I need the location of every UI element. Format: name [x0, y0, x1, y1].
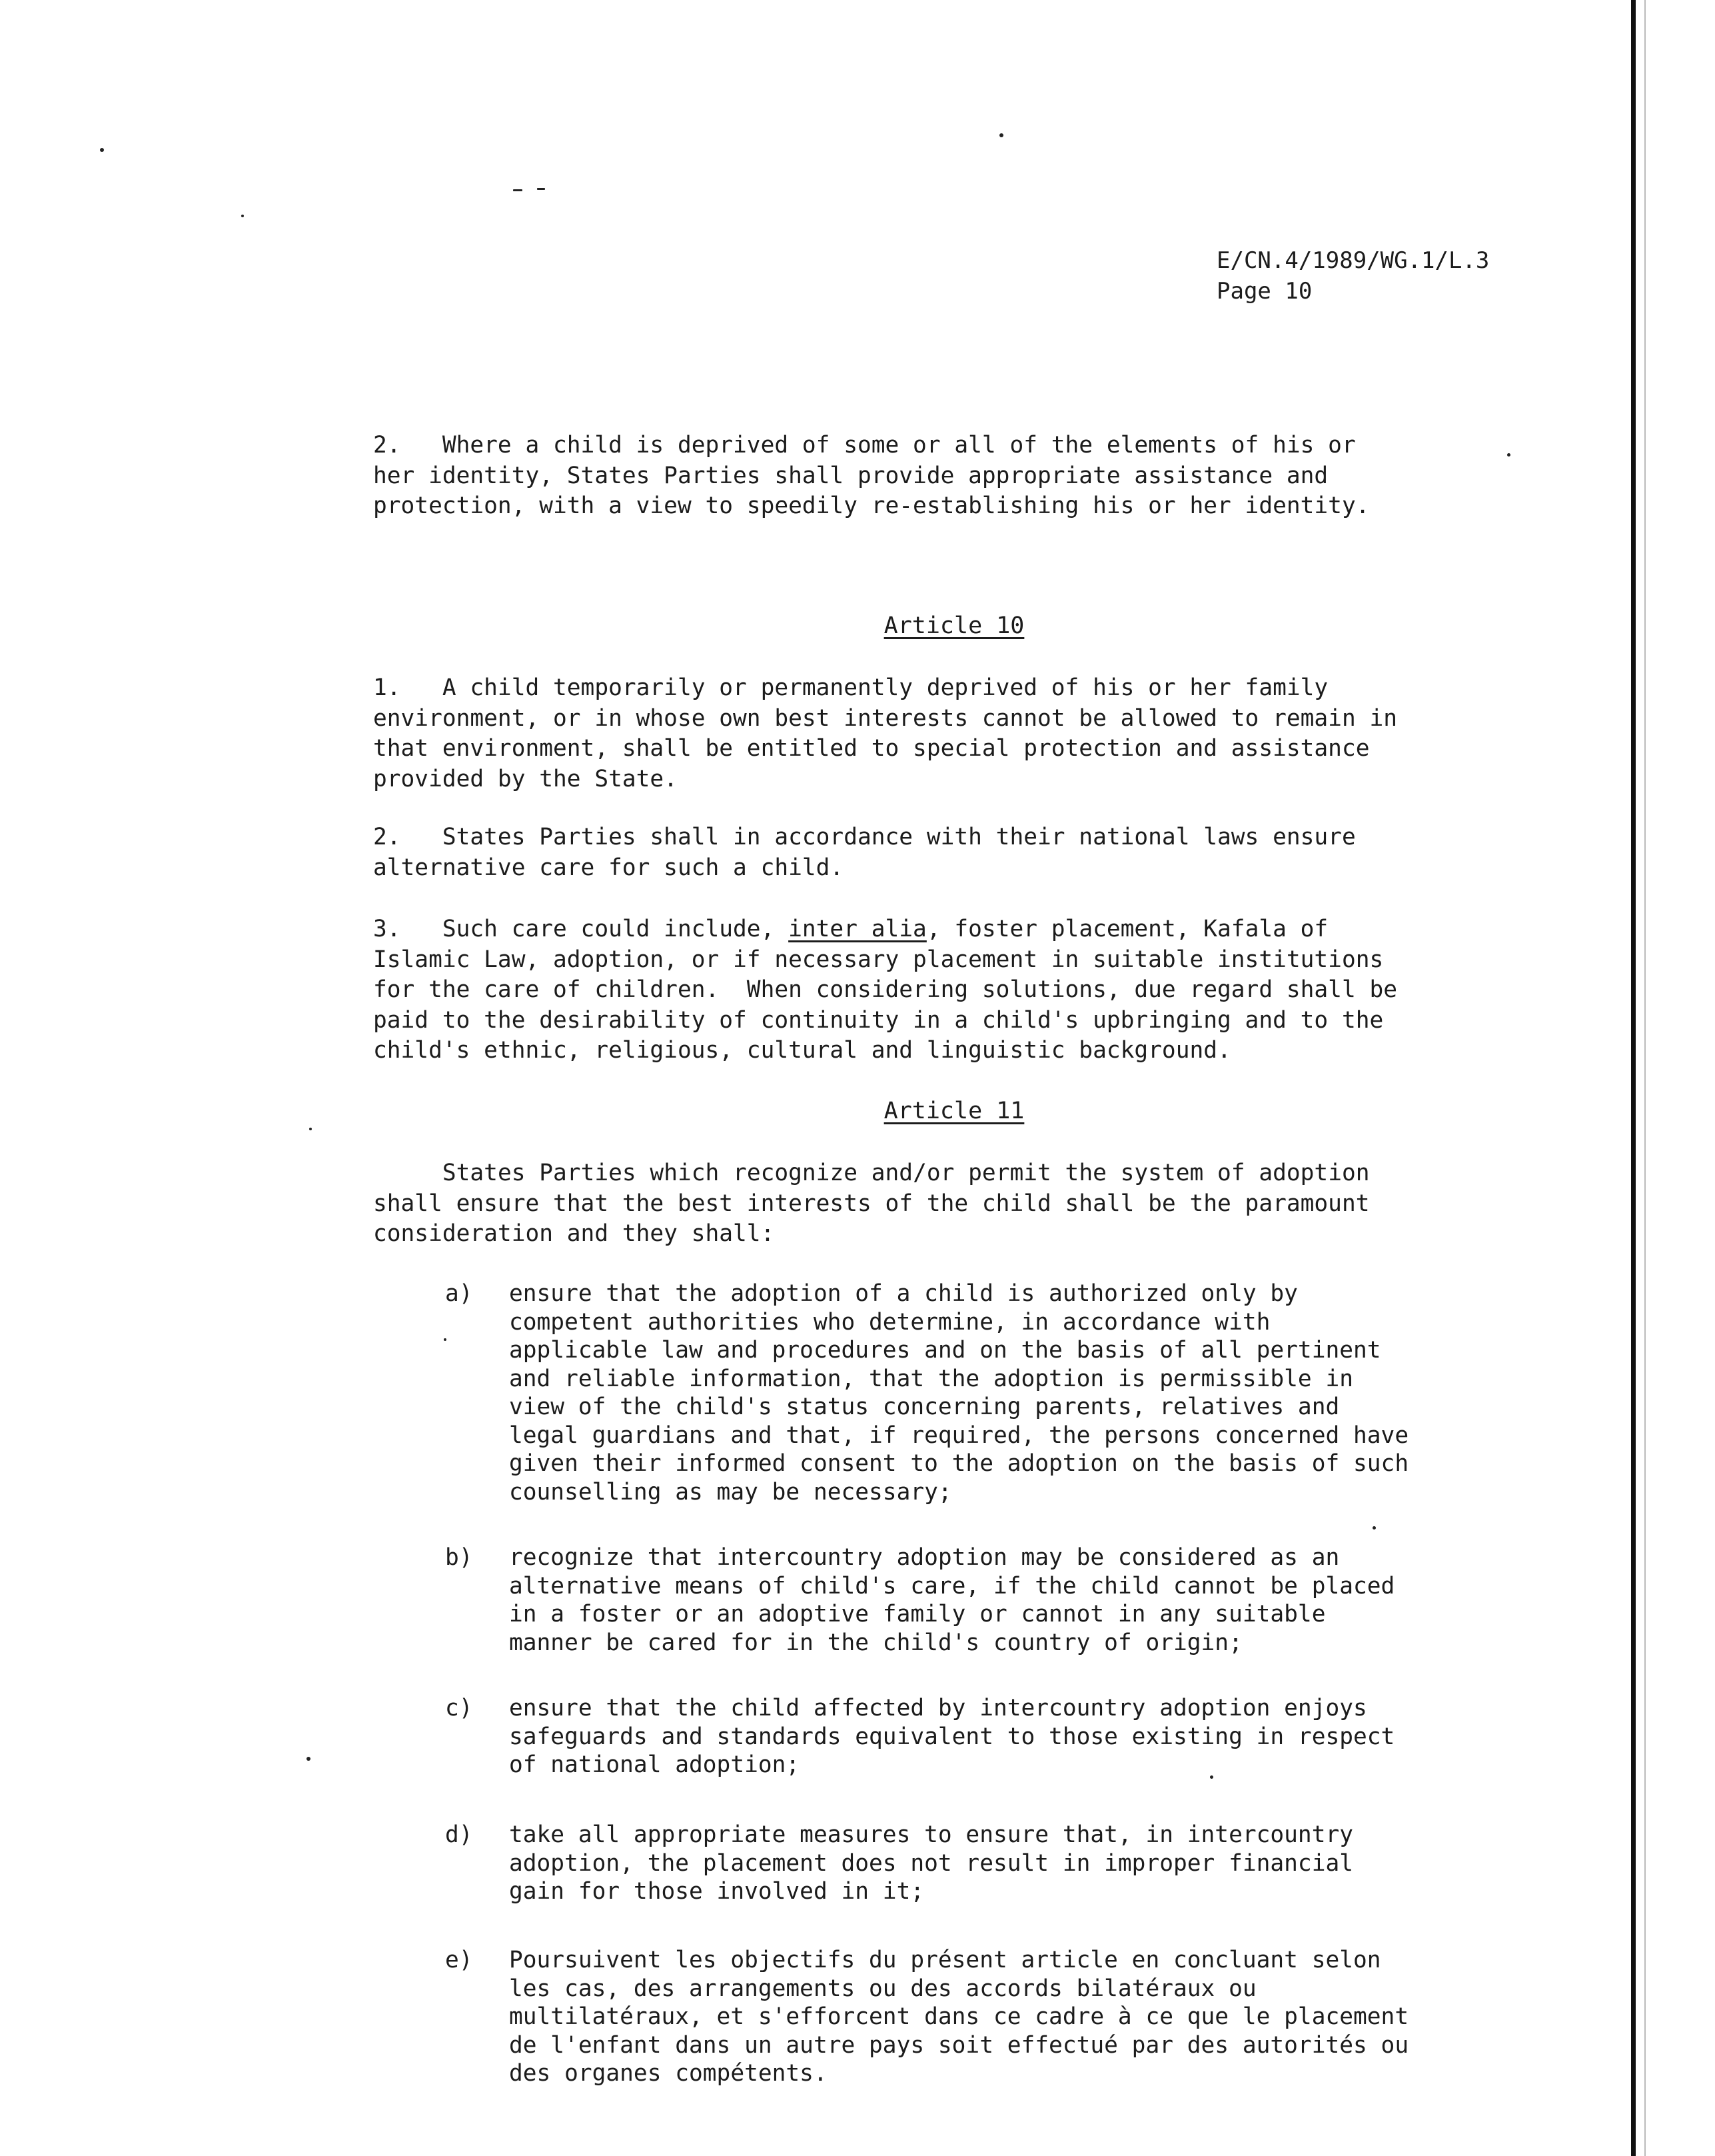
item-text: recognize that intercountry adoption may be considered as an alternative means of child's care, if the child cannot be placed in a foster or an adoptive family or cannot in any suitable manner be cared for in the child's country of origin; [509, 1544, 1395, 1656]
article10-paragraph-3-lead: 3. Such care could include, [373, 916, 789, 942]
item-letter: b) [445, 1544, 473, 1571]
item-text: ensure that the adoption of a child is authorized only by competent authorities who determine, in accordance with applicable law and procedures and on the basis of all pertinent and reliable information, that the adoption is permissible in view of the child's status concerning parents, relatives and legal guardians and that, if required, the persons concerned have given their informed consent to the adoption on the basis of such counselling as may be necessary; [509, 1280, 1409, 1506]
scan-speck [309, 1128, 312, 1130]
article10-paragraph-1: 1. A child temporarily or permanently deprived of his or her family environment, or in whose own best interests cannot be allowed to remain in that environment, shall be entitled to special protection and assistance provided by the State. [373, 674, 1398, 792]
document-symbol: E/CN.4/1989/WG.1/L.3 [1217, 247, 1490, 274]
scan-speck [513, 189, 522, 191]
item-letter: e) [445, 1947, 473, 1973]
item-letter: d) [445, 1821, 473, 1848]
article11-intro: States Parties which recognize and/or permit the system of adoption shall ensure that the best interests of the child shall be the paramount consideration and they shall: [373, 1160, 1370, 1247]
item-text: Poursuivent les objectifs du présent article en concluant selon les cas, des arrangements ou des accords bilatéraux ou multilatéraux, et s'efforcent dans ce cadre à ce que le placement de l'enfant dans un autre pays soit effectué par des autorités ou des organes compétents. [509, 1947, 1409, 2087]
item-text: take all appropriate measures to ensure that, in intercountry adoption, the placement does not result in improper financial gain for those involved in it; [509, 1821, 1354, 1905]
scan-speck [306, 1757, 310, 1761]
article10-paragraph-2: 2. States Parties shall in accordance with their national laws ensure alternative care for such a child. [373, 824, 1356, 881]
article10-heading-text: Article 10 [883, 612, 1025, 639]
article11-heading [0, 1096, 1715, 1126]
scan-speck [1373, 1526, 1376, 1530]
scan-speck [1507, 453, 1510, 457]
document-reference [1217, 245, 1489, 307]
scan-speck [444, 1338, 446, 1341]
article11-heading-text: Article 11 [883, 1098, 1025, 1124]
scan-edge-border [1631, 0, 1662, 2156]
item-letter: a) [445, 1280, 473, 1307]
item-letter: c) [445, 1695, 473, 1721]
article10-paragraph-3-rest: , foster placement, Kafala of Islamic Law, adoption, or if necessary placement in suitable institutions for the care of children. When considering solutions, due regard shall be paid to the desirability of continuity in a child's upbringing and to the child's ethnic, religious, cultural and linguistic background. [373, 916, 1398, 1064]
scan-speck [537, 188, 545, 190]
scan-edge-line [1644, 0, 1646, 2156]
scan-speck [999, 133, 1003, 137]
item-text: ensure that the child affected by intercountry adoption enjoys safeguards and standards equivalent to those existing in respect of national adoption; [509, 1695, 1395, 1778]
scan-speck [241, 215, 244, 217]
latin-phrase: inter alia [788, 916, 927, 942]
article10-heading [0, 610, 1715, 641]
article10-paragraph-3 [373, 914, 1506, 1066]
scan-speck [100, 148, 104, 152]
article9-paragraph-2: 2. Where a child is deprived of some or all of the elements of his or her identity, States Parties shall provide appropriate assistance and protection, with a view to speedily re-establishing his or her identity. [373, 432, 1370, 519]
page-number: Page 10 [1217, 278, 1313, 305]
